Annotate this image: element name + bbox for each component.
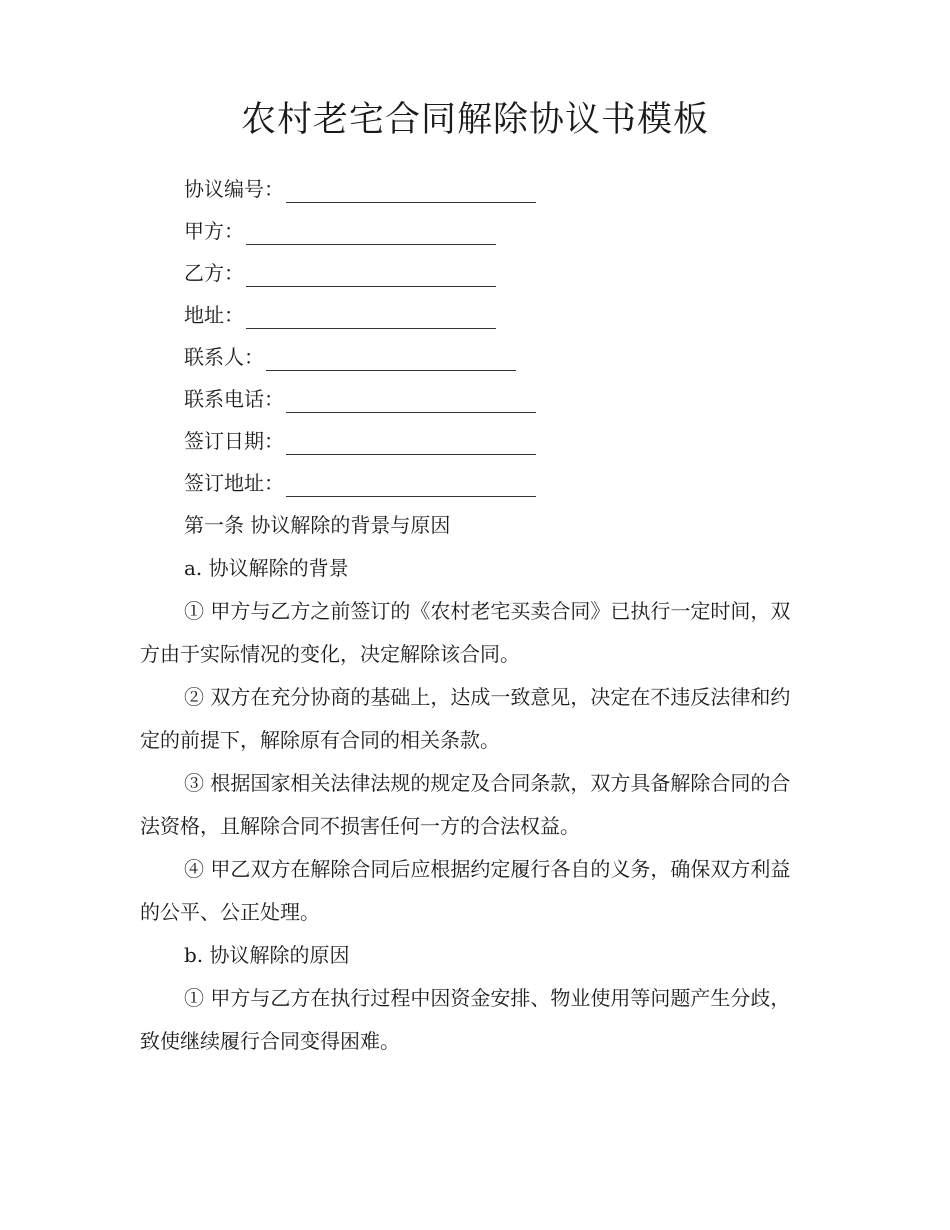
field-label: 联系电话： <box>184 387 284 411</box>
field-label: 签订地址： <box>184 471 284 495</box>
field-address <box>184 294 884 336</box>
clause-paragraph: ① 甲方与乙方在执行过程中因资金安排、物业使用等问题产生分歧，致使继续履行合同变得困难。 <box>140 986 791 1053</box>
clause-paragraph: ① 甲方与乙方之前签订的《农村老宅买卖合同》已执行一定时间，双方由于实际情况的变化，决定解除该合同。 <box>140 599 791 666</box>
field-agreement-number <box>184 168 884 210</box>
field-contact-phone <box>184 378 884 420</box>
field-label: 联系人： <box>184 345 264 369</box>
clause-paragraph: ③ 根据国家相关法律法规的规定及合同条款，双方具备解除合同的合法资格，且解除合同不损害任何一方的合法权益。 <box>140 771 791 838</box>
fill-in-blank <box>246 218 496 245</box>
field-label: 乙方： <box>184 261 244 285</box>
fill-in-blank <box>246 260 496 287</box>
field-signing-date <box>184 420 884 462</box>
field-label: 甲方： <box>184 219 244 243</box>
section-heading: b. 协议解除的原因 <box>184 943 350 967</box>
clause-paragraph: ② 双方在充分协商的基础上，达成一致意见，决定在不违反法律和约定的前提下，解除原有合同的相关条款。 <box>140 685 791 752</box>
fill-in-blank <box>286 470 536 497</box>
fill-in-blank <box>286 176 536 203</box>
fill-in-blank <box>266 344 516 371</box>
fill-in-blank <box>286 428 536 455</box>
field-party-a <box>184 210 884 252</box>
field-label: 协议编号： <box>184 177 284 201</box>
article-heading: 第一条 协议解除的背景与原因 <box>184 513 451 537</box>
fill-in-blank <box>286 386 536 413</box>
clause-paragraph: ④ 甲乙双方在解除合同后应根据约定履行各自的义务，确保双方利益的公平、公正处理。 <box>140 857 791 924</box>
fill-in-blank <box>246 302 496 329</box>
header-fields <box>184 168 884 504</box>
document-body <box>140 504 805 1063</box>
field-label: 签订日期： <box>184 429 284 453</box>
field-label: 地址： <box>184 303 244 327</box>
field-party-b <box>184 252 884 294</box>
document-title: 农村老宅合同解除协议书模板 <box>240 100 709 140</box>
field-signing-place <box>184 462 884 504</box>
field-contact-person <box>184 336 884 378</box>
section-heading: a. 协议解除的背景 <box>184 556 349 580</box>
